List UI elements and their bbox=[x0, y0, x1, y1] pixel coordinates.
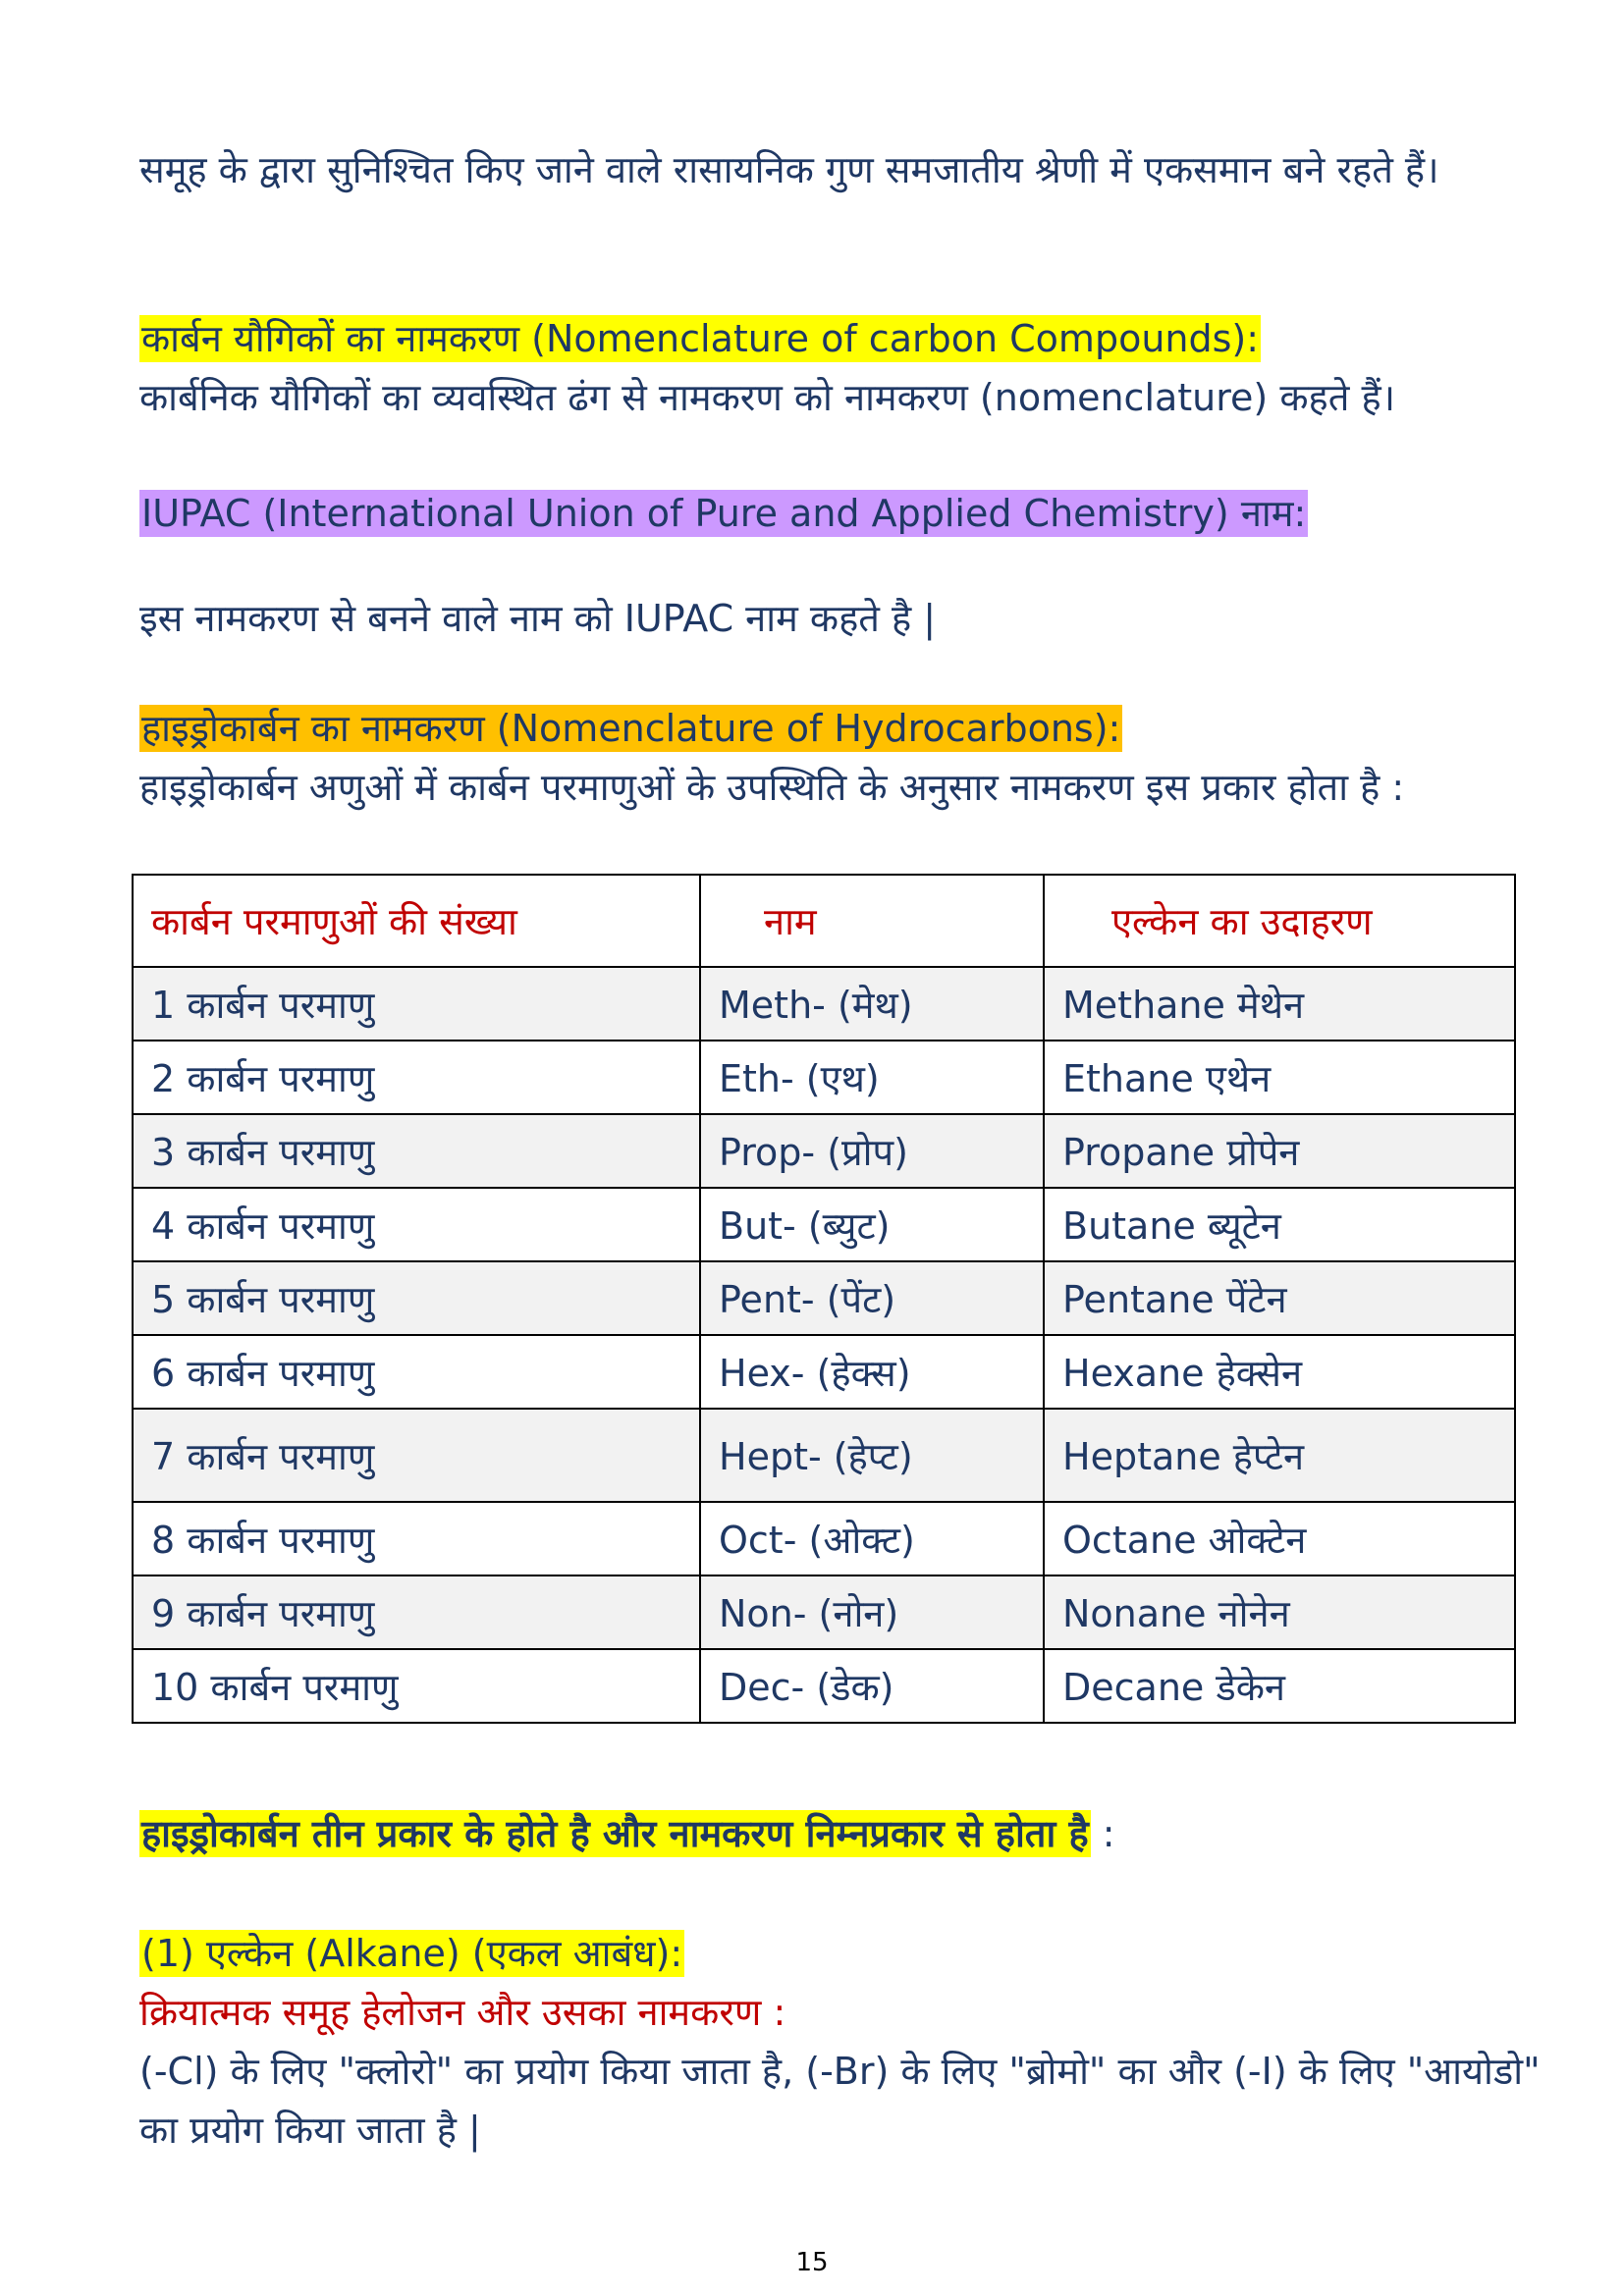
table-header-row bbox=[133, 875, 1515, 967]
types-heading bbox=[139, 1804, 1553, 1863]
carbon-count-cell: 9 कार्बन परमाणु bbox=[133, 1575, 700, 1649]
carbon-count-cell: 10 कार्बन परमाणु bbox=[133, 1649, 700, 1723]
header-carbon-count: कार्बन परमाणुओं की संख्या bbox=[133, 875, 700, 967]
table-row bbox=[133, 1041, 1515, 1114]
carbon-count-cell: 8 कार्बन परमाणु bbox=[133, 1502, 700, 1575]
halogen-paragraph: (-Cl) के लिए "क्लोरो" का प्रयोग किया जाता है, (-Br) के लिए "ब्रोमो" का और (-I) के लिए "आयोडो" का प्रयोग किया जाता है | bbox=[139, 2050, 1541, 2152]
prefix-cell: Prop- (प्रोप) bbox=[700, 1114, 1044, 1188]
table-row bbox=[133, 1114, 1515, 1188]
prefix-cell: Hept- (हेप्ट) bbox=[700, 1409, 1044, 1502]
alkane-cell: Nonane नोनेन bbox=[1044, 1575, 1515, 1649]
prefix-cell: Oct- (ओक्ट) bbox=[700, 1502, 1044, 1575]
table-row bbox=[133, 1575, 1515, 1649]
prefix-cell: Hex- (हेक्स) bbox=[700, 1335, 1044, 1409]
header-alkane-example: एल्केन का उदाहरण bbox=[1044, 875, 1515, 967]
iupac-paragraph: इस नामकरण से बनने वाले नाम को IUPAC नाम कहते है | bbox=[139, 597, 937, 640]
intro-paragraph: समूह के द्वारा सुनिश्चित किए जाने वाले रासायनिक गुण समजातीय श्रेणी में एकसमान बने रहते हैं। bbox=[139, 148, 1439, 191]
alkane-cell: Butane ब्यूटेन bbox=[1044, 1188, 1515, 1261]
prefix-cell: Pent- (पेंट) bbox=[700, 1261, 1044, 1335]
table-row bbox=[133, 1188, 1515, 1261]
carbon-count-cell: 2 कार्बन परमाणु bbox=[133, 1041, 700, 1114]
alkane-cell: Heptane हेप्टेन bbox=[1044, 1409, 1515, 1502]
header-name: नाम bbox=[700, 875, 1044, 967]
table-row bbox=[133, 1335, 1515, 1409]
table-row bbox=[133, 1261, 1515, 1335]
prefix-cell: Dec- (डेक) bbox=[700, 1649, 1044, 1723]
prefix-cell: Non- (नोन) bbox=[700, 1575, 1044, 1649]
alkane-cell: Pentane पेंटेन bbox=[1044, 1261, 1515, 1335]
carbon-count-cell: 5 कार्बन परमाणु bbox=[133, 1261, 700, 1335]
alkane-cell: Hexane हेक्सेन bbox=[1044, 1335, 1515, 1409]
table-row bbox=[133, 1502, 1515, 1575]
types-heading-colon: : bbox=[1102, 1812, 1115, 1855]
hydrocarbon-paragraph: हाइड्रोकार्बन अणुओं में कार्बन परमाणुओं के उपस्थिति के अनुसार नामकरण इस प्रकार होता है : bbox=[139, 766, 1405, 809]
nomenclature-heading-text: कार्बन यौगिकों का नामकरण (Nomenclature of carbon Compounds): bbox=[141, 317, 1260, 360]
prefix-cell: But- (ब्युट) bbox=[700, 1188, 1044, 1261]
alkane-cell: Ethane एथेन bbox=[1044, 1041, 1515, 1114]
alkane-heading bbox=[139, 1924, 1553, 1983]
iupac-heading bbox=[139, 484, 1553, 543]
types-heading-text: हाइड्रोकार्बन तीन प्रकार के होते है और नामकरण निम्नप्रकार से होता है bbox=[141, 1812, 1089, 1855]
prefix-cell: Eth- (एथ) bbox=[700, 1041, 1044, 1114]
carbon-count-cell: 7 कार्बन परमाणु bbox=[133, 1409, 700, 1502]
page-number: 15 bbox=[795, 2248, 829, 2277]
hydrocarbon-heading bbox=[139, 699, 1553, 758]
nomenclature-paragraph: कार्बनिक यौगिकों का व्यवस्थित ढंग से नामकरण को नामकरण (nomenclature) कहते हैं। bbox=[139, 376, 1396, 419]
alkane-cell: Methane मेथेन bbox=[1044, 967, 1515, 1041]
carbon-count-cell: 3 कार्बन परमाणु bbox=[133, 1114, 700, 1188]
alkane-cell: Octane ओक्टेन bbox=[1044, 1502, 1515, 1575]
nomenclature-heading bbox=[139, 309, 1553, 368]
carbon-count-cell: 4 कार्बन परमाणु bbox=[133, 1188, 700, 1261]
alkane-cell: Propane प्रोपेन bbox=[1044, 1114, 1515, 1188]
iupac-heading-text: IUPAC (International Union of Pure and Applied Chemistry) नाम: bbox=[141, 492, 1307, 535]
alkane-cell: Decane डेकेन bbox=[1044, 1649, 1515, 1723]
table-row bbox=[133, 967, 1515, 1041]
halogen-heading: क्रियात्मक समूह हेलोजन और उसका नामकरण : bbox=[139, 1991, 786, 2034]
table-row bbox=[133, 1409, 1515, 1502]
alkane-heading-text: (1) एल्केन (Alkane) (एकल आबंध): bbox=[141, 1932, 683, 1975]
table-row bbox=[133, 1649, 1515, 1723]
carbon-count-cell: 1 कार्बन परमाणु bbox=[133, 967, 700, 1041]
prefix-cell: Meth- (मेथ) bbox=[700, 967, 1044, 1041]
hydrocarbon-heading-text: हाइड्रोकार्बन का नामकरण (Nomenclature of Hydrocarbons): bbox=[141, 707, 1121, 750]
carbon-count-cell: 6 कार्बन परमाणु bbox=[133, 1335, 700, 1409]
carbon-naming-table bbox=[132, 874, 1516, 1724]
